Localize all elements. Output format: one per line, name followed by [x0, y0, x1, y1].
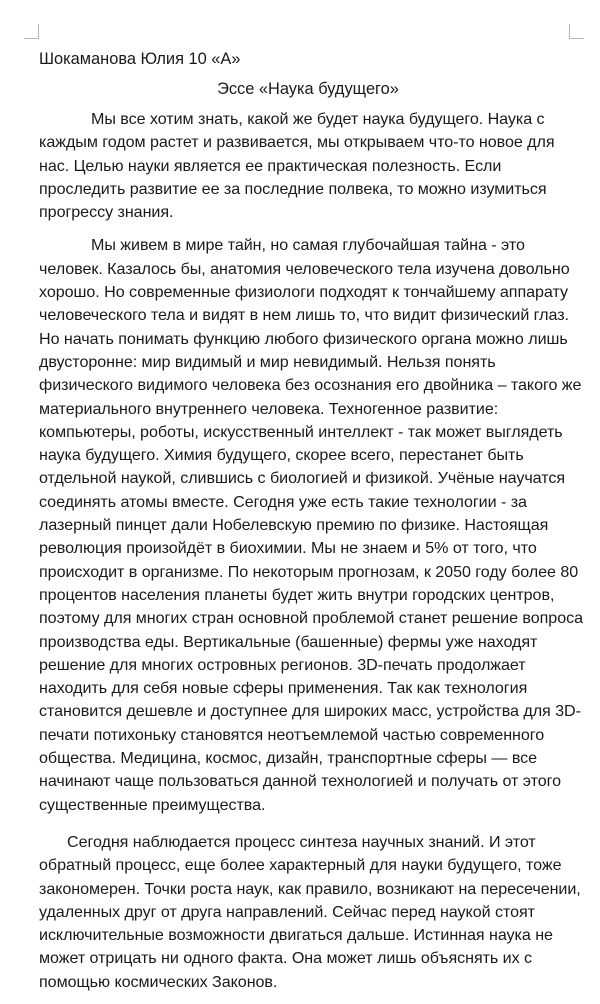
paragraph-2: Мы живем в мире тайн, но самая глубочайшая тайна - это человек. Казалось бы, анатомия человеческого тела изучена довольно хорошо. Но современные физиологи подходят к тончайшему аппарату человеческого тела и видят в нем лишь то, что видит физический глаз. Но начать понимать функцию любого физического органа можно лишь двусторонне: мир видимый и мир невидимый. Нельзя понять физического видимого человека без осознания его двойника – такого же материального внутреннего человека. Техногенное развитие: компьютеры, роботы, искусственный интеллект - так может выглядеть наука будущего. Химия будущего, скорее всего, перестанет быть отдельной наукой, слившись с биологией и физикой. Учёные научатся соединять атомы вместе. Сегодня уже есть такие технологии - за лазерный пинцет дали Нобелевскую премию по физике. Настоящая революция произойдёт в биохимии. Мы не знаем и 5% от того, что происходит в организме. По некоторым прогнозам, к 2050 году более 80 процентов населения планеты будет жить внутри городских центров, поэтому для многих стран основной проблемой станет решение вопроса производства еды. Вертикальные (башенные) фермы уже находят решение для многих островных регионов. 3D-печать продолжает находить для себя новые сферы применения. Так как технология становится дешевле и доступнее для широких масс, устройства для 3D-печати потихоньку становятся неотъемлемой частью современного общества. Медицина, космос, дизайн, транспортные сферы — все начинают чаще пользоваться данной технологией и получать от этого существенные преимущества. — [39, 236, 583, 814]
document-page — [39, 48, 589, 1004]
author-line: Шокаманова Юлия 10 «А» — [39, 50, 241, 68]
paragraph-1: Мы все хотим знать, какой же будет наука будущего. Наука с каждым годом растет и развивается, мы открываем что-то новое для нас. Целью науки является ее практическая полезность. Если проследить развитие ее за последние полвека, то можно изумиться прогрессу знания. — [39, 110, 555, 222]
top-left-margin-mark — [24, 24, 39, 39]
essay-title: Эссе «Наука будущего» — [217, 80, 399, 98]
top-right-margin-mark — [569, 24, 584, 39]
paragraph-3: Сегодня наблюдается процесс синтеза научных знаний. И этот обратный процесс, еще более характерный для науки будущего, тоже закономерен. Точки роста наук, как правило, возникают на пересечении, удаленных друг от друга направлений. Сейчас перед наукой стоят исключительные возможности двигаться дальше. Истинная наука не может отрицать ни одного факта. Она может лишь объяснять их с помощью космических Законов. — [39, 832, 581, 991]
